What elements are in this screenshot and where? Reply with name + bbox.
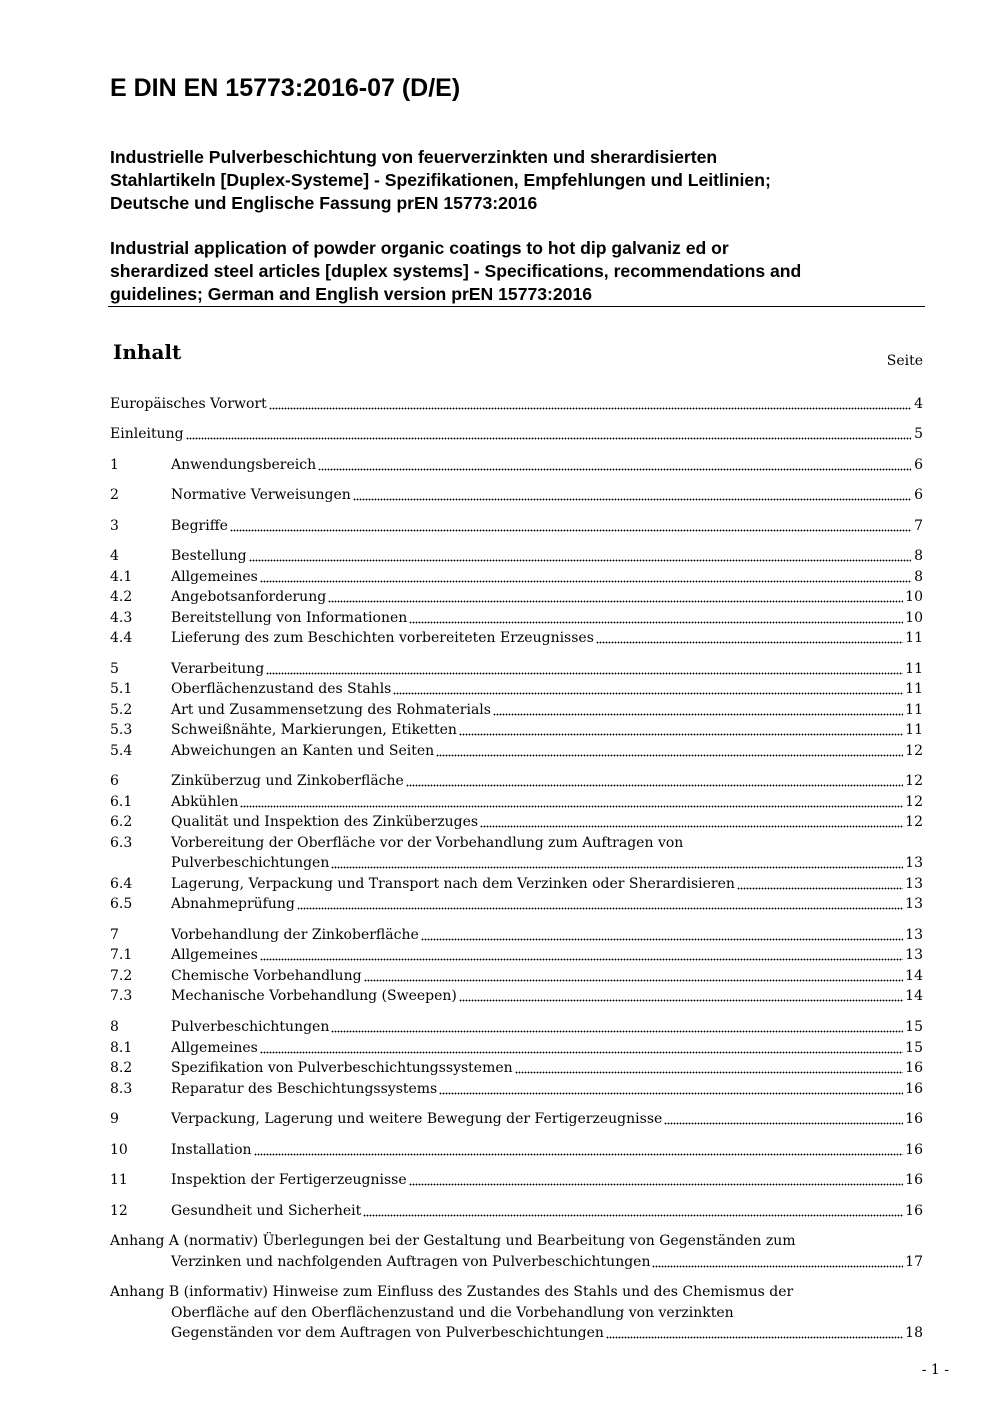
toc-entry-page: 11 bbox=[905, 630, 923, 646]
toc-entry-title: Abweichungen an Kanten und Seiten bbox=[171, 743, 435, 759]
toc-entry-number: 3 bbox=[110, 518, 119, 534]
toc-dot-leader bbox=[664, 1122, 903, 1125]
toc-entry-number: 5.1 bbox=[110, 681, 133, 697]
toc-dot-leader bbox=[266, 672, 903, 675]
toc-entry-page: 16 bbox=[905, 1172, 923, 1188]
toc-entry-title: Vorbehandlung der Zinkoberfläche bbox=[171, 927, 419, 943]
toc-entry-number: 4.3 bbox=[110, 610, 133, 626]
toc-entry[interactable] bbox=[110, 894, 923, 914]
toc-dot-leader bbox=[515, 1071, 904, 1074]
toc-dot-leader bbox=[393, 692, 903, 695]
toc-entry-page: 12 bbox=[905, 814, 923, 830]
title-german bbox=[110, 146, 925, 215]
toc-entry-title: Anhang B (informativ) Hinweise zum Einfluss des Zustandes des Stahls und des Chemismus der bbox=[110, 1284, 794, 1300]
toc-entry-page: 16 bbox=[905, 1111, 923, 1127]
toc-entry[interactable] bbox=[110, 1201, 923, 1221]
toc-entry[interactable] bbox=[110, 1303, 923, 1323]
toc-entry[interactable] bbox=[110, 455, 923, 475]
toc-entry[interactable] bbox=[110, 628, 923, 648]
toc-dot-leader bbox=[297, 907, 903, 910]
toc-entry-number: 6.2 bbox=[110, 814, 133, 830]
toc-entry-number: 5.2 bbox=[110, 702, 133, 718]
toc-dot-leader bbox=[249, 559, 911, 562]
toc-entry-number: 7 bbox=[110, 927, 119, 943]
toc-entry-page: 18 bbox=[905, 1325, 923, 1341]
toc-entry-title: Qualität und Inspektion des Zinküberzuges bbox=[171, 814, 479, 830]
toc-entry-title: Allgemeines bbox=[171, 1040, 258, 1056]
toc-dot-leader bbox=[436, 754, 903, 757]
toc-entry-page: 4 bbox=[914, 396, 923, 412]
toc-entry-page: 12 bbox=[905, 773, 923, 789]
title-line: guidelines; German and English version prEN 15773:2016 bbox=[110, 284, 593, 304]
toc-entry-title: Chemische Vorbehandlung bbox=[171, 968, 362, 984]
toc-entry-number: 7.1 bbox=[110, 947, 133, 963]
toc-dot-leader bbox=[254, 1153, 904, 1156]
toc-dot-leader bbox=[421, 938, 903, 941]
toc-entry-page: 14 bbox=[905, 968, 923, 984]
toc-entry-title: Europäisches Vorwort bbox=[110, 396, 267, 412]
toc-dot-leader bbox=[186, 437, 911, 440]
toc-entry-title: Oberfläche auf den Oberflächenzustand und die Vorbehandlung von verzinkten bbox=[171, 1305, 734, 1321]
toc-entry[interactable] bbox=[110, 720, 923, 740]
toc-dot-leader bbox=[606, 1336, 903, 1339]
toc-entry-page: 16 bbox=[905, 1142, 923, 1158]
toc-entry-number: 5.3 bbox=[110, 722, 133, 738]
toc-entry-title: Lieferung des zum Beschichten vorbereiteten Erzeugnisses bbox=[171, 630, 594, 646]
toc-entry[interactable] bbox=[110, 1079, 923, 1099]
title-line: Industrielle Pulverbeschichtung von feuerverzinkten und sherardisierten bbox=[110, 147, 718, 167]
toc-entry[interactable] bbox=[110, 608, 923, 628]
toc-entry-number: 6.3 bbox=[110, 835, 133, 851]
toc-entry-number: 8 bbox=[110, 1019, 119, 1035]
toc-dot-leader bbox=[353, 498, 911, 501]
toc-entry[interactable] bbox=[110, 1231, 923, 1251]
toc-entry[interactable] bbox=[110, 986, 923, 1006]
toc-entry-title: Pulverbeschichtungen bbox=[171, 855, 330, 871]
toc-entry[interactable] bbox=[110, 1282, 923, 1302]
toc-entry-page: 13 bbox=[905, 876, 923, 892]
toc-entry-number: 10 bbox=[110, 1142, 128, 1158]
toc-entry-number: 8.1 bbox=[110, 1040, 133, 1056]
toc-entry[interactable] bbox=[110, 567, 923, 587]
toc-entry-page: 16 bbox=[905, 1203, 923, 1219]
toc-entry-page: 10 bbox=[905, 589, 923, 605]
toc-entry[interactable] bbox=[110, 546, 923, 566]
toc-entry-number: 2 bbox=[110, 487, 119, 503]
toc-entry-number: 4 bbox=[110, 548, 119, 564]
toc-entry[interactable] bbox=[110, 659, 923, 679]
toc-entry-number: 6.4 bbox=[110, 876, 133, 892]
toc-entry-page: 7 bbox=[914, 518, 923, 534]
toc-entry[interactable] bbox=[110, 1170, 923, 1190]
toc-entry-number: 4.2 bbox=[110, 589, 133, 605]
toc-entry-page: 11 bbox=[905, 661, 923, 677]
toc-entry[interactable] bbox=[110, 966, 923, 986]
title-english bbox=[110, 237, 925, 306]
toc-entry[interactable] bbox=[110, 874, 923, 894]
toc-entry-title: Anhang A (normativ) Überlegungen bei der Gestaltung und Bearbeitung von Gegenständen zum bbox=[110, 1233, 796, 1249]
toc-entry-page: 15 bbox=[905, 1019, 923, 1035]
title-line: Deutsche und Englische Fassung prEN 15773:2016 bbox=[110, 193, 538, 213]
toc-entry-page: 13 bbox=[905, 855, 923, 871]
toc-dot-leader bbox=[328, 600, 903, 603]
title-line: Industrial application of powder organic coatings to hot dip galvaniz ed or bbox=[110, 238, 729, 258]
toc-entry-title: Abkühlen bbox=[171, 794, 239, 810]
toc-entry-page: 13 bbox=[905, 927, 923, 943]
toc-entry[interactable] bbox=[110, 679, 923, 699]
toc-dot-leader bbox=[364, 979, 904, 982]
toc-entry-title: Bestellung bbox=[171, 548, 247, 564]
toc-entry[interactable] bbox=[110, 833, 923, 853]
toc-entry-number: 6.1 bbox=[110, 794, 133, 810]
toc-entry-title: Reparatur des Beschichtungssystems bbox=[171, 1081, 438, 1097]
toc-entry[interactable] bbox=[110, 1140, 923, 1160]
toc-entry-page: 12 bbox=[905, 794, 923, 810]
toc-entry-page: 13 bbox=[905, 947, 923, 963]
toc-entry-title: Vorbereitung der Oberfläche vor der Vorbehandlung zum Auftragen von bbox=[171, 835, 684, 851]
toc-entry-page: 16 bbox=[905, 1060, 923, 1076]
toc-entry-page: 13 bbox=[905, 896, 923, 912]
toc-dot-leader bbox=[493, 713, 903, 716]
toc-entry-title: Oberflächenzustand des Stahls bbox=[171, 681, 392, 697]
toc-entry-title: Schweißnähte, Markierungen, Etiketten bbox=[171, 722, 457, 738]
toc-entry-page: 10 bbox=[905, 610, 923, 626]
toc-entry-title: Verpackung, Lagerung und weitere Bewegung der Fertigerzeugnisse bbox=[171, 1111, 663, 1127]
toc-entry[interactable] bbox=[110, 792, 923, 812]
toc-entry[interactable] bbox=[110, 812, 923, 832]
toc-entry-title: Gesundheit und Sicherheit bbox=[171, 1203, 362, 1219]
toc-entry-title: Art und Zusammensetzung des Rohmaterials bbox=[171, 702, 491, 718]
toc-entry-page: 14 bbox=[905, 988, 923, 1004]
toc-entry-title: Installation bbox=[171, 1142, 252, 1158]
toc-dot-leader bbox=[409, 1183, 904, 1186]
toc-entry-page: 8 bbox=[914, 548, 923, 564]
toc-dot-leader bbox=[737, 887, 903, 890]
toc-dot-leader bbox=[331, 1030, 903, 1033]
toc-dot-leader bbox=[409, 621, 903, 624]
toc-dot-leader bbox=[230, 529, 911, 532]
toc-entry-number: 7.3 bbox=[110, 988, 133, 1004]
toc-entry[interactable] bbox=[110, 1252, 923, 1272]
toc-dot-leader bbox=[480, 825, 903, 828]
toc-entry[interactable] bbox=[110, 741, 923, 761]
toc-dot-leader bbox=[260, 580, 911, 583]
toc-entry[interactable] bbox=[110, 1038, 923, 1058]
title-line: sherardized steel articles [duplex systems] - Specifications, recommendations and bbox=[110, 261, 802, 281]
toc-entry-page: 6 bbox=[914, 487, 923, 503]
toc-entry-page: 15 bbox=[905, 1040, 923, 1056]
toc-entry-title: Allgemeines bbox=[171, 947, 258, 963]
toc-entry[interactable] bbox=[110, 485, 923, 505]
toc-entry-number: 5 bbox=[110, 661, 119, 677]
toc-page-column-label: Seite bbox=[886, 353, 923, 369]
toc-entry-title: Abnahmeprüfung bbox=[171, 896, 295, 912]
toc-entry-page: 11 bbox=[905, 722, 923, 738]
toc-entry-number: 6.5 bbox=[110, 896, 133, 912]
toc-entry[interactable] bbox=[110, 945, 923, 965]
toc-entry-number: 4.1 bbox=[110, 569, 133, 585]
toc-entry[interactable] bbox=[110, 1323, 923, 1343]
toc-entry[interactable] bbox=[110, 424, 923, 444]
toc-entry-page: 17 bbox=[905, 1254, 923, 1270]
title-line: Stahlartikeln [Duplex-Systeme] - Spezifikationen, Empfehlungen und Leitlinien; bbox=[110, 170, 771, 190]
toc-dot-leader bbox=[459, 733, 903, 736]
toc-entry-page: 11 bbox=[905, 702, 923, 718]
toc-dot-leader bbox=[459, 999, 903, 1002]
toc-entry[interactable] bbox=[110, 1017, 923, 1037]
toc-entry[interactable] bbox=[110, 771, 923, 791]
toc-entry-number: 9 bbox=[110, 1111, 119, 1127]
toc-entry-title: Bereitstellung von Informationen bbox=[171, 610, 408, 626]
toc-entry-title: Verarbeitung bbox=[171, 661, 265, 677]
toc-entry-title: Angebotsanforderung bbox=[171, 589, 327, 605]
toc-entry-number: 8.2 bbox=[110, 1060, 133, 1076]
toc-entry-number: 5.4 bbox=[110, 743, 133, 759]
footer-page-number: - 1 - bbox=[921, 1362, 949, 1378]
toc-entry[interactable] bbox=[110, 587, 923, 607]
toc-entry-number: 7.2 bbox=[110, 968, 133, 984]
toc-entry[interactable] bbox=[110, 853, 923, 873]
toc-entry-number: 8.3 bbox=[110, 1081, 133, 1097]
toc-dot-leader bbox=[318, 468, 911, 471]
toc-entry-title: Spezifikation von Pulverbeschichtungssystemen bbox=[171, 1060, 513, 1076]
toc-entry-title: Mechanische Vorbehandlung (Sweepen) bbox=[171, 988, 457, 1004]
toc-entry-page: 8 bbox=[914, 569, 923, 585]
toc-entry-title: Anwendungsbereich bbox=[171, 457, 317, 473]
toc-entry-title: Verzinken und nachfolgenden Auftragen von Pulverbeschichtungen bbox=[171, 1254, 651, 1270]
toc-entry-title: Begriffe bbox=[171, 518, 228, 534]
toc-entry-number: 6 bbox=[110, 773, 119, 789]
toc-entry-page: 11 bbox=[905, 681, 923, 697]
toc-entry-number: 1 bbox=[110, 457, 119, 473]
toc-entry-number: 4.4 bbox=[110, 630, 133, 646]
toc-entry-page: 12 bbox=[905, 743, 923, 759]
toc-dot-leader bbox=[439, 1092, 903, 1095]
toc-dot-leader bbox=[240, 805, 903, 808]
toc-entry[interactable] bbox=[110, 394, 923, 414]
toc-entry-title: Pulverbeschichtungen bbox=[171, 1019, 330, 1035]
toc-entry-title: Einleitung bbox=[110, 426, 184, 442]
toc-entry-title: Allgemeines bbox=[171, 569, 258, 585]
toc-entry-page: 5 bbox=[914, 426, 923, 442]
toc-dot-leader bbox=[260, 1051, 903, 1054]
document-id: E DIN EN 15773:2016-07 (D/E) bbox=[110, 74, 461, 102]
toc-dot-leader bbox=[363, 1214, 903, 1217]
toc-dot-leader bbox=[331, 866, 903, 869]
toc-entry-page: 16 bbox=[905, 1081, 923, 1097]
toc-entry-title: Normative Verweisungen bbox=[171, 487, 351, 503]
toc-entry-title: Inspektion der Fertigerzeugnisse bbox=[171, 1172, 407, 1188]
toc-entry-title: Zinküberzug und Zinkoberfläche bbox=[171, 773, 404, 789]
toc-entry-number: 11 bbox=[110, 1172, 128, 1188]
toc-dot-leader bbox=[652, 1265, 903, 1268]
toc-entry-title: Lagerung, Verpackung und Transport nach dem Verzinken oder Sherardisieren bbox=[171, 876, 735, 892]
toc-dot-leader bbox=[596, 641, 903, 644]
toc-dot-leader bbox=[269, 407, 911, 410]
toc-entry[interactable] bbox=[110, 700, 923, 720]
toc-entry-page: 6 bbox=[914, 457, 923, 473]
toc-dot-leader bbox=[260, 958, 903, 961]
toc-entry[interactable] bbox=[110, 516, 923, 536]
toc-entry-title: Gegenständen vor dem Auftragen von Pulverbeschichtungen bbox=[171, 1325, 604, 1341]
toc-heading: Inhalt bbox=[113, 340, 182, 364]
toc-dot-leader bbox=[406, 784, 903, 787]
toc-entry-number: 12 bbox=[110, 1203, 128, 1219]
toc-entry[interactable] bbox=[110, 925, 923, 945]
toc-entry[interactable] bbox=[110, 1058, 923, 1078]
toc-entry[interactable] bbox=[110, 1109, 923, 1129]
title-divider bbox=[108, 306, 925, 307]
